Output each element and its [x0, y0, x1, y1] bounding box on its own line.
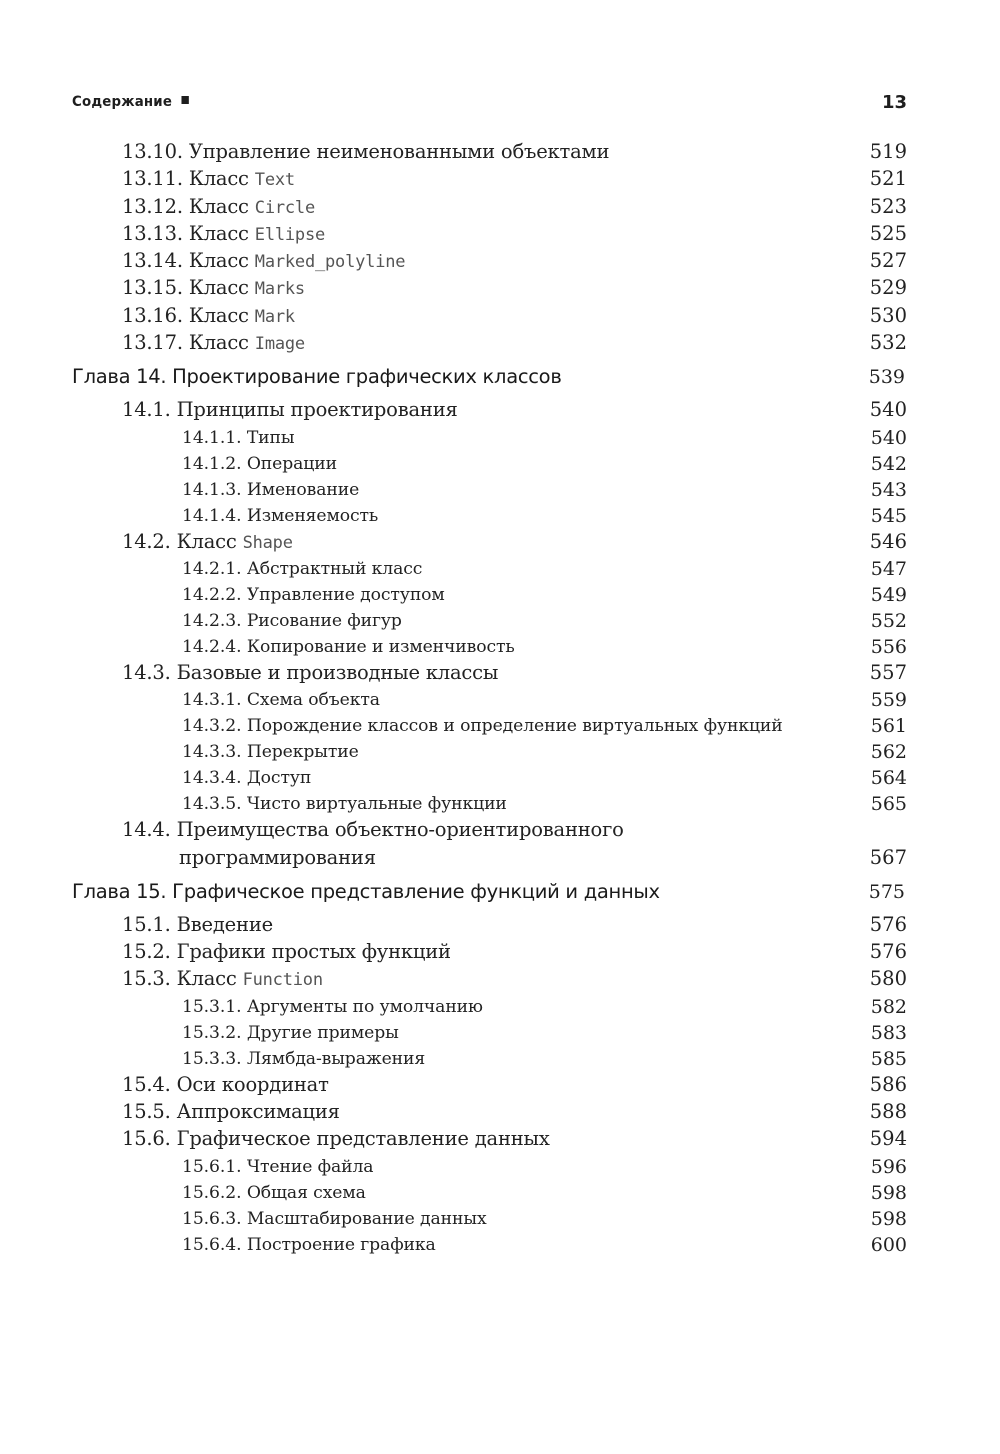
toc-entry	[72, 1155, 907, 1181]
table-of-contents	[72, 140, 907, 1259]
toc-entry	[72, 635, 907, 661]
toc-entry-code: Ellipse	[254, 224, 326, 245]
toc-entry-text: Управление доступом	[246, 584, 445, 605]
toc-page-number: 580	[869, 967, 907, 991]
toc-entry-text: Аппроксимация	[176, 1100, 340, 1124]
toc-entry-text: Класс	[188, 249, 249, 273]
toc-entry-code: Marked_polyline	[254, 252, 406, 273]
toc-entry	[72, 331, 907, 358]
toc-entry-title	[72, 365, 562, 388]
toc-entry-title	[182, 1049, 425, 1069]
toc-entry-title	[182, 1209, 487, 1229]
toc-entry-number: 15.6.4.	[182, 1234, 242, 1255]
toc-page-number: 582	[870, 995, 907, 1018]
toc-entry-title	[122, 398, 458, 421]
toc-entry-number: 14.1.2.	[182, 453, 242, 474]
toc-entry-title	[122, 940, 451, 963]
toc-entry-number: 13.11.	[122, 167, 183, 191]
toc-entry-title	[182, 428, 294, 448]
toc-entry-number: 14.2.	[122, 529, 171, 553]
toc-entry-number: 13.15.	[122, 276, 183, 300]
toc-entry-title	[122, 530, 293, 553]
toc-entry	[72, 1073, 907, 1100]
toc-entry-title	[122, 661, 498, 684]
toc-entry-title	[182, 1157, 373, 1177]
toc-entry-text: Доступ	[246, 768, 312, 789]
toc-entry-text: Введение	[176, 912, 273, 936]
toc-chapter	[72, 358, 907, 398]
page-header	[72, 90, 907, 120]
toc-entry-number: 13.16.	[122, 303, 183, 327]
toc-entry-text: Класс	[188, 194, 249, 218]
toc-entry-text: Именование	[246, 479, 360, 500]
toc-entry	[72, 913, 907, 940]
toc-entry-text: Принципы проектирования	[176, 398, 458, 422]
toc-entry-title	[122, 167, 295, 190]
toc-entry-text: Класс	[188, 331, 249, 355]
page-number: 13	[881, 92, 907, 113]
toc-page-number: 547	[870, 557, 907, 580]
toc-entry	[72, 478, 907, 504]
toc-page-number: 552	[870, 609, 907, 632]
toc-page-number: 583	[870, 1021, 907, 1044]
toc-entry-number: 13.13.	[122, 221, 183, 245]
toc-entry	[72, 846, 907, 873]
toc-entry-text: Изменяемость	[246, 505, 379, 526]
toc-entry-text: Построение графика	[246, 1234, 436, 1255]
toc-entry-text: Другие примеры	[246, 1022, 399, 1043]
toc-entry-code: Circle	[254, 197, 315, 218]
toc-page-number: 596	[870, 1155, 907, 1178]
toc-page-number: 525	[869, 221, 907, 245]
toc-page-number: 519	[869, 140, 907, 163]
toc-page-number: 565	[870, 793, 907, 816]
toc-entry-number: 14.2.1.	[182, 558, 242, 579]
toc-entry	[72, 688, 907, 714]
toc-entry-code: Image	[254, 334, 305, 355]
toc-entry-text: Класс	[188, 303, 249, 327]
toc-page-number: 543	[870, 478, 907, 501]
toc-entry-number: 14.2.3.	[182, 610, 242, 631]
toc-entry-number: 14.4.	[122, 818, 171, 842]
toc-entry-number: 14.3.	[122, 660, 171, 684]
toc-entry-title	[122, 967, 323, 990]
toc-entry-title	[122, 1127, 550, 1150]
toc-page-number: 562	[870, 741, 907, 764]
toc-entry-title	[122, 222, 325, 245]
square-bullet-icon	[181, 96, 188, 104]
toc-entry-number: 15.6.1.	[182, 1156, 242, 1177]
toc-entry-text: Абстрактный класс	[246, 558, 423, 579]
toc-entry-title	[122, 276, 305, 299]
toc-entry-title	[122, 1100, 340, 1123]
toc-entry-code: Function	[242, 970, 323, 991]
toc-entry-text: Класс	[176, 967, 237, 991]
toc-entry-text: Чисто виртуальные функции	[246, 794, 507, 815]
toc-entry	[72, 940, 907, 967]
toc-entry	[72, 967, 907, 994]
toc-page-number: 561	[870, 715, 907, 738]
toc-page-number: 540	[870, 426, 907, 449]
toc-entry	[72, 766, 907, 792]
toc-entry-title	[182, 997, 483, 1017]
toc-entry-number: 15.1.	[122, 912, 171, 936]
toc-entry-text: Схема объекта	[246, 690, 380, 711]
toc-entry	[72, 304, 907, 331]
toc-chapter	[72, 873, 907, 913]
toc-entry-title	[179, 846, 376, 869]
toc-entry	[72, 1100, 907, 1127]
toc-page-number: 542	[870, 452, 907, 475]
toc-entry-text: Порождение классов и определение виртуальных функций	[246, 716, 783, 737]
toc-entry	[72, 276, 907, 303]
toc-entry	[72, 426, 907, 452]
toc-page-number: 549	[870, 583, 907, 606]
toc-entry-text: Операции	[246, 453, 337, 474]
toc-page-number: 567	[869, 845, 907, 869]
toc-entry-title	[122, 331, 305, 354]
toc-entry-number: 13.14.	[122, 249, 183, 273]
toc-entry-text: программирования	[179, 845, 376, 869]
toc-entry	[72, 222, 907, 249]
toc-entry-text: Класс	[188, 276, 249, 300]
toc-entry-number: 14.3.4.	[182, 768, 242, 789]
toc-entry-number: 14.2.4.	[182, 636, 242, 657]
toc-page-number: 527	[869, 249, 907, 273]
toc-entry-title	[182, 768, 311, 788]
toc-entry-number: 15.3.2.	[182, 1022, 242, 1043]
toc-entry	[72, 530, 907, 557]
toc-entry-number: 14.1.3.	[182, 479, 242, 500]
toc-page-number: 521	[869, 167, 907, 191]
toc-entry-title	[182, 480, 359, 500]
toc-entry-number: 14.1.	[122, 398, 171, 422]
toc-entry	[72, 504, 907, 530]
toc-page-number: 594	[869, 1127, 907, 1151]
toc-entry-text: Чтение файла	[246, 1156, 374, 1177]
toc-entry-title	[122, 818, 624, 841]
toc-entry-number: 15.6.	[122, 1127, 171, 1151]
toc-entry	[72, 398, 907, 425]
toc-entry-number: 15.6.2.	[182, 1182, 242, 1203]
toc-entry-title	[182, 611, 402, 631]
toc-entry-title	[182, 1023, 399, 1043]
toc-entry	[72, 1021, 907, 1047]
running-title	[72, 94, 189, 110]
toc-entry-number: 14.1.1.	[182, 427, 242, 448]
toc-entry-title	[122, 304, 295, 327]
toc-entry-number: 14.3.3.	[182, 742, 242, 763]
toc-entry-text: Класс	[188, 167, 249, 191]
toc-entry-text: Класс	[176, 529, 237, 553]
toc-entry-text: Аргументы по умолчанию	[246, 996, 483, 1017]
toc-entry-title	[182, 794, 507, 814]
toc-page-number: 540	[869, 398, 907, 422]
toc-entry-number: 15.3.1.	[182, 996, 242, 1017]
toc-page-number: 564	[870, 767, 907, 790]
toc-page-number: 576	[869, 940, 907, 964]
toc-page-number: 559	[870, 689, 907, 712]
running-title-text: Содержание	[72, 94, 173, 110]
toc-entry-number: 15.4.	[122, 1072, 171, 1096]
toc-entry-text: Глава 15. Графическое представление функций и данных	[72, 879, 660, 903]
toc-entry-text: Типы	[246, 427, 295, 448]
toc-entry-title	[182, 559, 422, 579]
toc-page-number: 585	[870, 1047, 907, 1070]
toc-entry-title	[182, 506, 378, 526]
toc-page-number: 575	[868, 880, 905, 903]
toc-entry	[72, 249, 907, 276]
toc-page-number: 523	[869, 194, 907, 218]
toc-page-number: 600	[870, 1233, 907, 1256]
toc-entry-title	[182, 585, 445, 605]
toc-entry-title	[72, 880, 660, 903]
toc-entry-text: Базовые и производные классы	[176, 660, 499, 684]
toc-entry-number: 15.6.3.	[182, 1208, 242, 1229]
toc-entry	[72, 995, 907, 1021]
toc-entry	[72, 1181, 907, 1207]
toc-entry-code: Text	[254, 170, 295, 191]
toc-page-number: 530	[869, 303, 907, 327]
toc-page-number: 588	[869, 1100, 907, 1124]
toc-entry	[72, 714, 907, 740]
toc-entry-number: 14.3.1.	[182, 690, 242, 711]
toc-entry-title	[122, 1073, 329, 1096]
toc-entry-number: 15.2.	[122, 940, 171, 964]
toc-entry-code: Marks	[254, 279, 305, 300]
toc-entry-number: 14.3.5.	[182, 794, 242, 815]
toc-page-number: 598	[870, 1207, 907, 1230]
toc-entry-title	[122, 249, 405, 272]
toc-entry	[72, 1127, 907, 1154]
toc-page-number: 586	[869, 1072, 907, 1096]
toc-entry-text: Лямбда-выражения	[246, 1048, 426, 1069]
toc-entry-text: Рисование фигур	[246, 610, 402, 631]
toc-entry-number: 14.1.4.	[182, 505, 242, 526]
toc-page-number: 539	[868, 366, 905, 389]
toc-page-number: 546	[869, 529, 907, 553]
toc-entry-title	[122, 140, 609, 163]
toc-entry-code: Mark	[254, 306, 295, 327]
toc-entry-number: 14.2.2.	[182, 584, 242, 605]
toc-entry	[72, 1207, 907, 1233]
toc-entry-title	[182, 742, 359, 762]
toc-entry	[72, 609, 907, 635]
toc-entry-text: Управление неименованными объектами	[188, 140, 610, 163]
toc-entry-title	[182, 1235, 436, 1255]
toc-entry-code: Shape	[242, 532, 293, 553]
toc-entry-number: 15.5.	[122, 1100, 171, 1124]
toc-entry-text: Графики простых функций	[176, 940, 451, 964]
toc-entry-title	[182, 637, 515, 657]
toc-entry-number: 13.10.	[122, 140, 183, 163]
toc-entry-number: 14.3.2.	[182, 716, 242, 737]
toc-entry-text: Масштабирование данных	[246, 1208, 487, 1229]
toc-page-number: 529	[869, 276, 907, 300]
toc-entry	[72, 792, 907, 818]
toc-entry-title	[182, 716, 783, 736]
toc-entry	[72, 818, 907, 845]
toc-entry-text: Оси координат	[176, 1072, 329, 1096]
toc-entry-text: Класс	[188, 221, 249, 245]
toc-entry-number: 13.12.	[122, 194, 183, 218]
toc-entry-text: Преимущества объектно-ориентированного	[176, 818, 624, 842]
toc-entry	[72, 661, 907, 688]
toc-entry	[72, 740, 907, 766]
toc-entry-title	[182, 1183, 366, 1203]
toc-page-number: 576	[869, 912, 907, 936]
toc-entry-title	[182, 690, 380, 710]
toc-page-number: 557	[869, 660, 907, 684]
toc-page-number: 598	[870, 1181, 907, 1204]
toc-entry-text: Перекрытие	[246, 742, 359, 763]
toc-entry-text: Глава 14. Проектирование графических классов	[72, 365, 562, 389]
toc-entry	[72, 583, 907, 609]
toc-entry-text: Копирование и изменчивость	[246, 636, 515, 657]
toc-entry-title	[122, 195, 315, 218]
toc-page-number: 556	[870, 635, 907, 658]
toc-entry	[72, 195, 907, 222]
toc-entry-text: Графическое представление данных	[176, 1127, 550, 1151]
toc-entry-text: Общая схема	[246, 1182, 366, 1203]
toc-page-number: 532	[869, 331, 907, 355]
toc-entry-number: 13.17.	[122, 331, 183, 355]
toc-entry-number: 15.3.3.	[182, 1048, 242, 1069]
toc-entry-title	[182, 454, 337, 474]
toc-entry	[72, 167, 907, 194]
toc-entry	[72, 452, 907, 478]
toc-entry	[72, 140, 907, 167]
toc-entry-title	[122, 913, 273, 936]
toc-entry-number: 15.3.	[122, 967, 171, 991]
toc-entry	[72, 557, 907, 583]
toc-entry	[72, 1047, 907, 1073]
toc-entry	[72, 1233, 907, 1259]
toc-page-number: 545	[870, 504, 907, 527]
